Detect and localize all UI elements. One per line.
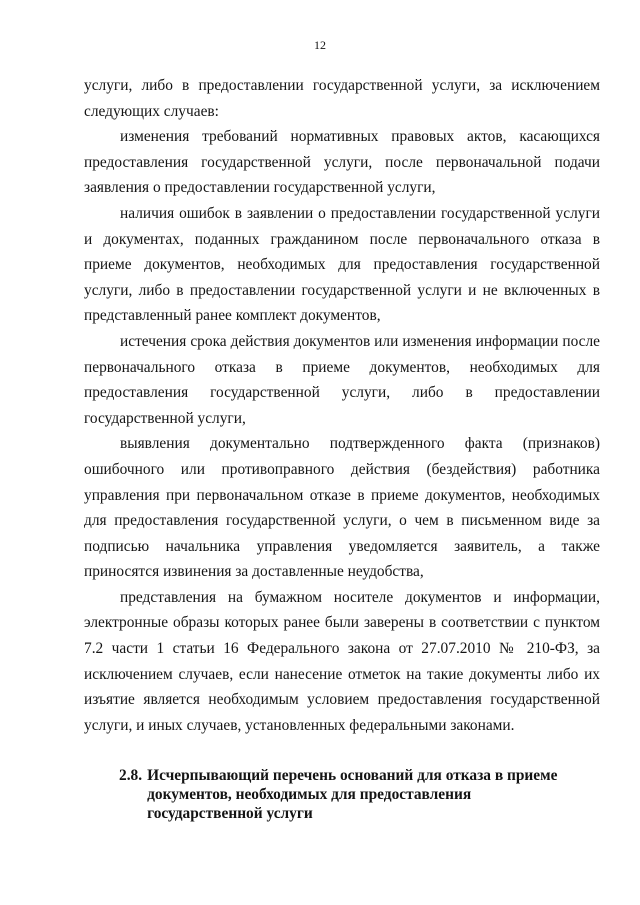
section-number: 2.8. bbox=[119, 767, 143, 784]
section-heading bbox=[119, 766, 589, 823]
paragraph-item: наличия ошибок в заявлении о предоставлении государственной услуги и документах, поданных гражданином после первоначального отказа в приеме документов, необходимых для предоставления государственной услуги, либо в предоставлении государственной услуги и не включенных в представленный ранее комплект документов, bbox=[84, 204, 600, 325]
paragraph-continuation: услуги, либо в предоставлении государственной услуги, за исключением следующих случаев: bbox=[84, 77, 600, 120]
section-title: Исчерпывающий перечень оснований для отказа в приеме документов, необходимых для предоставления государственной услуги bbox=[147, 767, 558, 822]
paragraph-item: изменения требований нормативных правовых актов, касающихся предоставления государственной услуги, после первоначальной подачи заявления о предоставлении государственной услуги, bbox=[84, 128, 600, 197]
paragraph-item: выявления документально подтвержденного факта (признаков) ошибочного или противоправного действия (бездействия) работника управления при первоначальном отказе в приеме документов, необходимых для предоставления государственной услуги, о чем в письменном виде за подписью начальника управления уведомляется заявитель, а также приносятся извинения за доставленные неудобства, bbox=[84, 435, 600, 581]
body-text bbox=[84, 73, 600, 738]
paragraph-item: истечения срока действия документов или изменения информации после первоначального отказа в приеме документов, необходимых для предоставления государственной услуги, либо в предоставлении государственной услуги, bbox=[84, 332, 600, 427]
page-number: 12 bbox=[314, 38, 326, 52]
paragraph-item: представления на бумажном носителе документов и информации, электронные образы которых ранее были заверены в соответствии с пунктом 7.2 части 1 статьи 16 Федерального закона от 27.07.2010 № 210-ФЗ, за исключением случаев, если нанесение отметок на такие документы либо их изъятие является необходимым условием предоставления государственной услуги, и иных случаев, установленных федеральными законами. bbox=[84, 588, 600, 734]
